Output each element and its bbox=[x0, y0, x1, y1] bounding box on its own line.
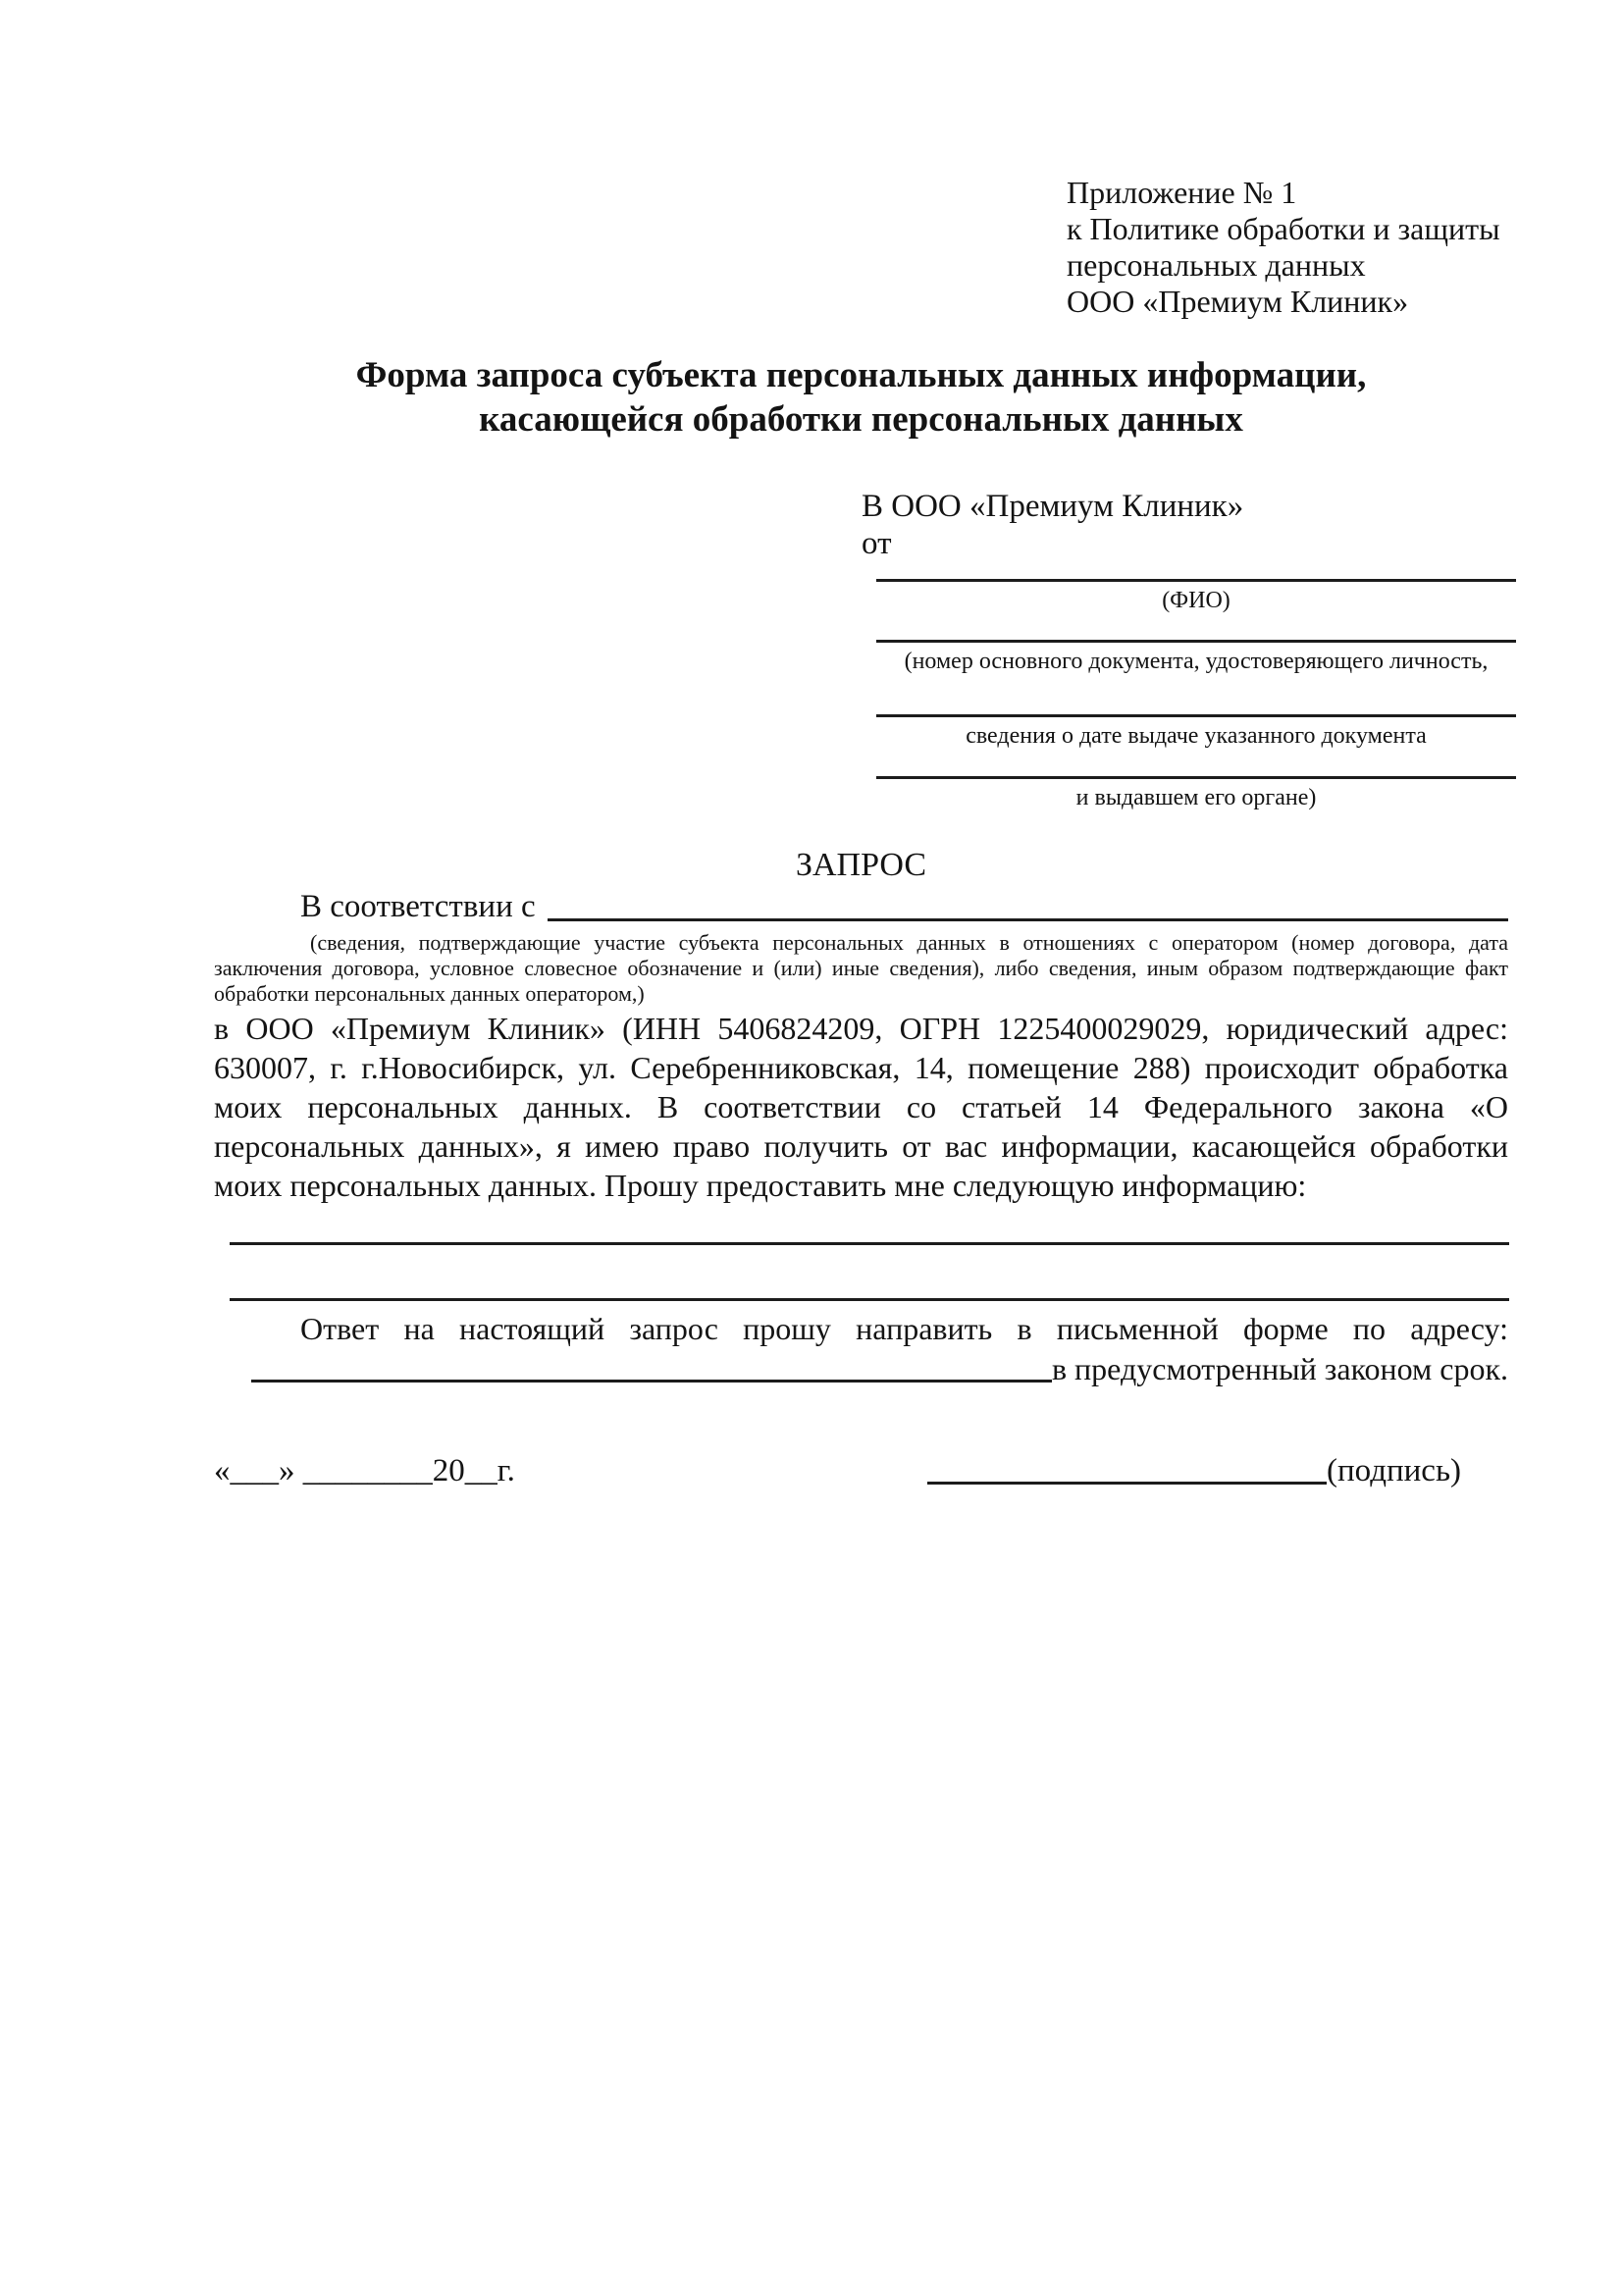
signature-group bbox=[927, 1450, 1461, 1491]
info-blank-line-1 bbox=[230, 1242, 1509, 1245]
request-heading: ЗАПРОС bbox=[795, 847, 927, 883]
doc-date-blank-line bbox=[876, 714, 1516, 717]
appendix-line: к Политике обработки и защиты bbox=[1067, 211, 1500, 246]
info-blank-line-2 bbox=[230, 1298, 1509, 1301]
footer-row bbox=[214, 1450, 1508, 1491]
form-title-line-2: касающейся обработки персональных данных bbox=[479, 399, 1243, 440]
appendix-note bbox=[1067, 175, 1518, 320]
recipient-from-label: от bbox=[862, 526, 892, 561]
signature-caption: (подпись) bbox=[1327, 1453, 1461, 1488]
fine-print: (сведения, подтверждающие участие субъекта персональных данных в отношениях с оператором (номер договора, дата заключения договора, условное словесное обозначение и (или) иные сведения), либо сведения, иным образом подтверждающие факт обработки персональных данных оператором,) bbox=[214, 930, 1508, 1006]
date-field: «___» ________20__г. bbox=[214, 1453, 515, 1488]
doc-number-blank-line bbox=[876, 640, 1516, 643]
form-title-line-1: Форма запроса субъекта персональных данных информации, bbox=[355, 355, 1367, 395]
reply-address-blank-line bbox=[251, 1348, 1052, 1383]
accordance-blank-line bbox=[548, 886, 1508, 921]
doc-date-caption: сведения о дате выдаче указанного документа bbox=[966, 723, 1427, 749]
form-title bbox=[214, 353, 1508, 442]
appendix-line: Приложение № 1 bbox=[1067, 175, 1297, 210]
doc-issuer-blank-line bbox=[876, 776, 1516, 779]
signature-blank-line bbox=[927, 1450, 1327, 1485]
appendix-line: ООО «Премиум Клиник» bbox=[1067, 284, 1409, 319]
doc-issuer-caption: и выдавшем его органе) bbox=[1075, 785, 1317, 810]
fio-caption: (ФИО) bbox=[1162, 588, 1230, 613]
reply-address-row bbox=[214, 1348, 1508, 1389]
reply-address-sentence: Ответ на настоящий запрос прошу направить в письменной форме по адресу: bbox=[300, 1311, 1508, 1346]
recipient-block bbox=[862, 488, 1519, 562]
fio-blank-line bbox=[876, 579, 1516, 582]
accordance-label: В соответствии с bbox=[300, 889, 536, 924]
doc-number-caption: (номер основного документа, удостоверяющего личность, bbox=[904, 649, 1489, 674]
recipient-to: В ООО «Премиум Клиник» bbox=[862, 489, 1244, 524]
accordance-row bbox=[214, 886, 1508, 927]
reply-suffix: в предусмотренный законом срок. bbox=[1051, 1351, 1508, 1386]
appendix-line: персональных данных bbox=[1067, 247, 1366, 283]
request-body: в ООО «Премиум Клиник» (ИНН 5406824209, ОГРН 1225400029029, юридический адрес: 630007, г. г.Новосибирск, ул. Серебренниковская, 14, помещение 288) происходит обработка моих персональных данных. В соответствии со статьей 14 Федерального закона «О персональных данных», я имею право получить от вас информации, касающейся обработки моих персональных данных. Прошу предоставить мне следующую информацию: bbox=[214, 1011, 1508, 1203]
